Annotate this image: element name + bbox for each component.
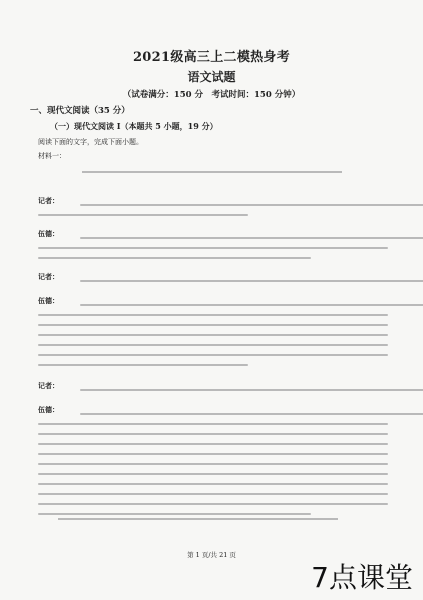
text-line: [38, 493, 388, 495]
text-line: [38, 247, 388, 249]
subsection-heading: （一）现代文阅读 I（本题共 5 小题，19 分）: [50, 121, 218, 131]
material-label: 材料一：: [38, 152, 66, 160]
interview-paragraph: [38, 188, 388, 216]
speaker-label: 记者：: [38, 381, 59, 390]
text-line: [38, 423, 388, 425]
section-heading: 一、现代文阅读（35 分）: [30, 106, 130, 116]
text-line: [38, 483, 388, 485]
interview-paragraph: [38, 221, 388, 259]
text-line: [38, 354, 388, 356]
speaker-label: 伍德：: [38, 229, 59, 238]
interview-paragraph: [38, 264, 388, 282]
text-line: [80, 204, 423, 206]
text-line: [38, 443, 388, 445]
text-line: [38, 453, 388, 455]
interview-paragraph: [38, 373, 388, 391]
illegible-title: [82, 171, 342, 173]
watermark: 7点课堂: [311, 561, 413, 594]
text-line: [38, 344, 388, 346]
exam-meta: （试卷满分：150 分 考试时间：150 分钟）: [122, 90, 301, 100]
exam-title: 2021级高三上二模热身考: [132, 50, 291, 65]
article-title: [0, 168, 423, 176]
text-line: [80, 304, 423, 306]
text-line: [38, 473, 388, 475]
source-citation: [58, 515, 338, 522]
speaker-label: 伍德：: [38, 405, 59, 414]
illegible-source: [58, 518, 338, 520]
text-line: [38, 503, 388, 505]
text-line: [38, 214, 248, 216]
speaker-label: 记者：: [38, 272, 59, 281]
exam-subject: 语文试题: [187, 70, 236, 84]
page-number: 第 1 页/共 21 页: [187, 551, 236, 559]
speaker-label: 记者：: [38, 196, 59, 205]
text-line: [38, 433, 388, 435]
text-line: [38, 463, 388, 465]
text-line: [80, 389, 423, 391]
text-line: [80, 237, 423, 239]
text-line: [38, 257, 311, 259]
text-line: [38, 334, 388, 336]
interview-paragraph: [38, 288, 388, 366]
text-line: [38, 324, 388, 326]
text-line: [80, 413, 423, 415]
reading-instruction: 阅读下面的文字，完成下面小题。: [38, 138, 143, 146]
interview-paragraph: [38, 397, 388, 515]
text-line: [80, 280, 423, 282]
text-line: [38, 364, 248, 366]
speaker-label: 伍德：: [38, 296, 59, 305]
text-line: [38, 314, 388, 316]
